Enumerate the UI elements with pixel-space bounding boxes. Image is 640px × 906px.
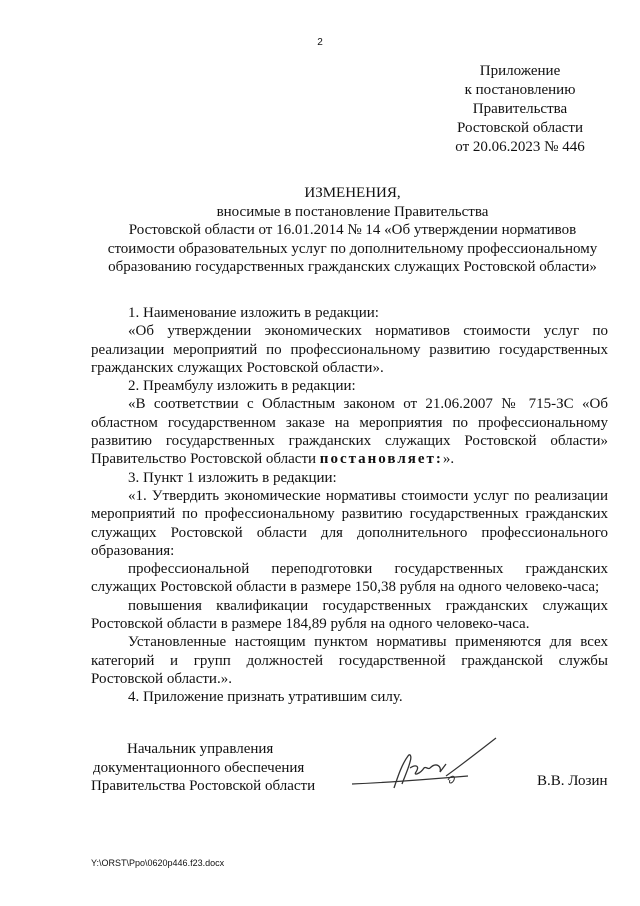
- title-line: вносимые в постановление Правительства: [216, 203, 489, 220]
- appendix-line: Ростовской области: [457, 120, 583, 136]
- appendix-line: к постановлению: [464, 82, 576, 98]
- paragraph-4-text: «В соответствии с Областным законом от 21.06.2007 № 715-ЗС «Об областном государственном заказе на мероприятия по профессиональному развитию государственных гражданских служащих Ростовской области» Правительство Ростовской области: [91, 396, 608, 468]
- title-line: образованию государственных гражданских служащих Ростовской области»: [108, 259, 597, 275]
- page-number: 2: [317, 37, 323, 48]
- file-path-footer: Y:\ORST\Ppo\0620p446.f23.docx: [91, 858, 225, 868]
- paragraph-1: 1. Наименование изложить в редакции:: [128, 305, 379, 321]
- paragraph-4-end: ».: [442, 451, 455, 468]
- paragraph-7: профессиональной переподготовки государственных гражданских служащих Ростовской области в размере 150,38 рубля на одного человеко-часа;: [91, 561, 608, 596]
- paragraph-3: 2. Преамбулу изложить в редакции:: [128, 378, 356, 395]
- handwritten-signature: [350, 736, 500, 796]
- document-title: [60, 184, 640, 277]
- document-body: [91, 304, 608, 707]
- paragraph-9: Установленные настоящим пунктом нормативы применяются для всех категорий и групп должностей государственной гражданской службы Ростовской области.».: [91, 634, 608, 687]
- paragraph-5: 3. Пункт 1 изложить в редакции:: [128, 469, 337, 486]
- paragraph-8: повышения квалификации государственных гражданских служащих Ростовской области в размере 184,89 рубля на одного человеко-часа.: [91, 597, 608, 633]
- appendix-header: [420, 62, 620, 157]
- paragraph-6: «1. Утвердить экономические нормативы стоимости услуг по реализации мероприятий по профессиональному развитию государственных гражданских служащих Ростовской области для дополнительного профессионального образования:: [91, 487, 608, 559]
- title-line: Ростовской области от 16.01.2014 № 14 «Об утверждении нормативов: [128, 222, 577, 238]
- paragraph-10: 4. Приложение признать утратившим силу.: [128, 689, 403, 706]
- appendix-line: Правительства: [472, 101, 568, 117]
- paragraph-4: [91, 395, 608, 468]
- paragraph-4-bold: постановляет:: [319, 451, 443, 468]
- signatory-name: В.В. Лозин: [537, 773, 608, 789]
- signature-title-line: документационного обеспечения: [93, 759, 305, 776]
- appendix-line: от 20.06.2023 № 446: [455, 139, 585, 155]
- signature-title-line: Правительства Ростовской области: [91, 778, 316, 794]
- title-heading: ИЗМЕНЕНИЯ,: [304, 185, 401, 201]
- paragraph-2: «Об утверждении экономических нормативов стоимости услуг по реализации мероприятий по профессиональному развитию государственных гражданских служащих Ростовской области».: [91, 323, 608, 376]
- signature-title-line: Начальник управления: [127, 741, 274, 757]
- title-line: стоимости образовательных услуг по дополнительному профессиональному: [107, 240, 598, 257]
- appendix-line: Приложение: [479, 63, 561, 79]
